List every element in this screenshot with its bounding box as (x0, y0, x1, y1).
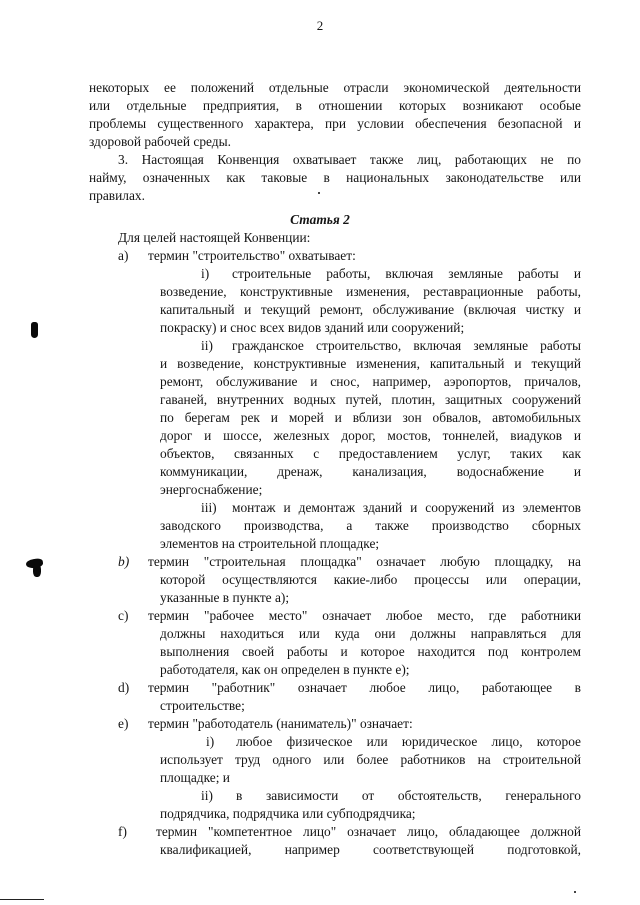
subitem-marker: ii) (201, 788, 213, 803)
text-line: квалификацией, например соответствующей подготовкой, (160, 842, 581, 857)
item-text: термин "работодатель (наниматель)" означает: (148, 716, 413, 731)
page-number: 2 (316, 18, 324, 33)
item-marker: е) (118, 716, 129, 731)
text-line: возведение, конструктивные изменения, реставрационные работы, (160, 284, 581, 299)
text-line: энергоснабжение; (160, 482, 263, 497)
text-line: выполнения своей работы и которое находится под контролем (160, 644, 581, 659)
text-line: гражданское строительство, включая земляные работы (232, 338, 581, 353)
text-line: строительстве; (160, 698, 245, 713)
item-marker: d) (118, 680, 130, 695)
text-line: монтаж и демонтаж зданий и сооружений из элементов (232, 500, 581, 515)
text-line: подрядчика, подрядчика или субподрядчика; (160, 806, 416, 821)
text-line: использует труд одного или более работников на строительной (160, 752, 581, 767)
text-line: коммуникации, дренаж, канализация, водоснабжение и (160, 464, 581, 479)
subitem-marker: i) (201, 266, 210, 281)
text-line: здоровой рабочей среды. (89, 134, 231, 149)
text-line: ремонт, обслуживание и снос, например, аэропортов, причалов, (160, 374, 581, 389)
text-line: площадке; и (160, 770, 230, 785)
text-line: правилах. (89, 188, 145, 203)
text-line: в зависимости от обстоятельств, генерального (236, 788, 581, 803)
subitem-marker: ii) (201, 338, 213, 353)
item-marker: b) (118, 554, 130, 569)
article-intro: Для целей настоящей Конвенции: (118, 230, 311, 245)
text-line: проблемы существенного характера, при условии обеспечения безопасной и (89, 116, 581, 131)
text-line: покраску) и снос всех видов зданий или сооружений; (160, 320, 465, 335)
scan-speck (318, 192, 320, 194)
item-marker: f) (118, 824, 127, 839)
item-marker: а) (118, 248, 129, 263)
punch-hole-mark (33, 564, 41, 577)
text-line: найму, означенных как таковые в национальных законодательстве или (89, 170, 581, 185)
punch-hole-mark (31, 322, 38, 338)
text-line: должны находиться или куда они должны направляться для (160, 626, 581, 641)
text-line: которой осуществляются какие-либо процессы или операции, (160, 572, 581, 587)
item-text: термин "строительство" охватывает: (148, 248, 356, 263)
text-line: термин "работник" означает любое лицо, работающее в (148, 680, 581, 695)
text-line: по берегам рек и морей и вблизи зон обвалов, автомобильных (160, 410, 581, 425)
subitem-marker: i) (206, 734, 215, 749)
text-line: и возведение, конструктивные изменения, капитальный и текущий (160, 356, 581, 371)
text-line: указанные в пункте а); (160, 590, 290, 605)
text-line: заводского производства, а также производство сборных (160, 518, 581, 533)
text-line: любое физическое или юридическое лицо, которое (236, 734, 581, 749)
text-line: некоторых ее положений отдельные отрасли экономической деятельности (89, 80, 581, 95)
text-line: или отдельные предприятия, в отношении которых возникают особые (89, 98, 581, 113)
scan-edge-line (0, 899, 44, 900)
item-marker: c) (118, 608, 129, 623)
text-line: термин "рабочее место" означает любое место, где работники (148, 608, 581, 623)
text-line: дорог и шоссе, железных дорог, мостов, тоннелей, виадуков и (160, 428, 581, 443)
text-line: капитальный и текущий ремонт, обслуживание (включая чистку и (160, 302, 581, 317)
text-line: 3. Настоящая Конвенция охватывает также лиц, работающих не по (118, 152, 581, 167)
text-line: элементов на строительной площадке; (160, 536, 380, 551)
text-line: термин "строительная площадка" означает любую площадку, на (148, 554, 581, 569)
text-line: объектов, связанных с предоставлением услуг, таких как (160, 446, 581, 461)
article-heading: Статья 2 (290, 212, 350, 227)
subitem-marker: iii) (201, 500, 217, 515)
text-line: термин "компетентное лицо" означает лицо, обладающее должной (156, 824, 581, 839)
text-line: гаваней, внутренних водных путей, плотин, защитных сооружений (160, 392, 581, 407)
scan-speck (574, 891, 576, 893)
text-line: строительные работы, включая земляные работы и (232, 266, 581, 281)
text-line: работодателя, как он определен в пункте е); (160, 662, 410, 677)
